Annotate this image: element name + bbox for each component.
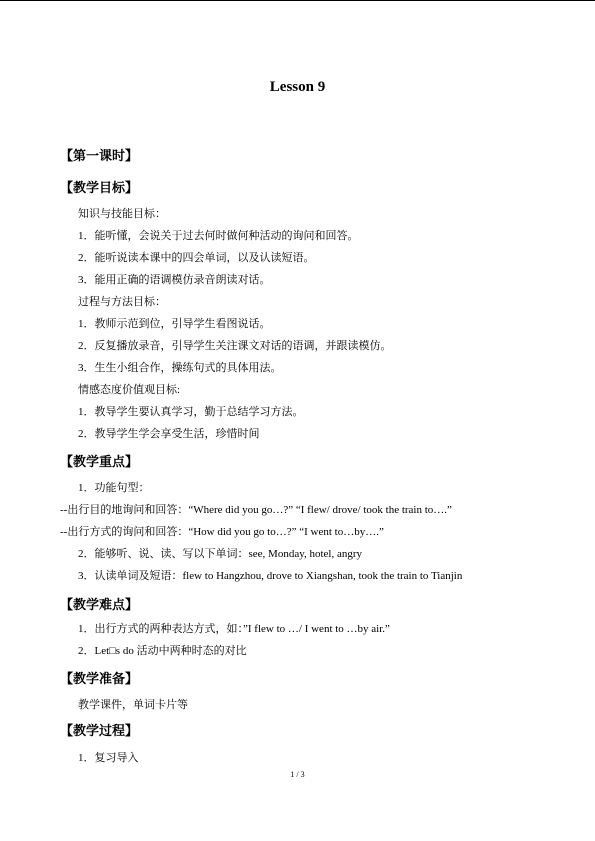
process-goal-item: 2．反复播放录音，引导学生关注课文对话的语调，并跟读模仿。 [78,340,392,352]
difficulty-item: 2．Let□s do 活动中两种时态的对比 [78,645,247,657]
page-number: 1 / 3 [290,770,305,779]
heading-preparation: 【教学准备】 [60,671,139,686]
key-point-item: --出行目的地询问和回答：“Where did you go…?” “I flew/ drove/ took the train to….” [60,504,452,516]
heading-process: 【教学过程】 [60,723,139,738]
emotion-goal-item: 2．教导学生学会享受生活，珍惜时间 [78,428,260,440]
emotion-goal-title: 情感态度价值观目标: [78,384,181,396]
heading-objectives: 【教学目标】 [60,180,139,195]
heading-period: 【第一课时】 [60,148,139,163]
process-goal-item: 1．教师示范到位，引导学生看图说话。 [78,318,271,330]
heading-key-points: 【教学重点】 [60,454,139,469]
key-point-item: 3．认读单词及短语：flew to Hangzhou, drove to Xiangshan, took the train to Tianjin [78,570,463,582]
process-item: 1．复习导入 [78,752,139,764]
page-top-border [0,0,595,1]
knowledge-item: 2．能听说读本课中的四会单词，以及认读短语。 [78,252,315,264]
document-title: Lesson 9 [269,79,326,95]
preparation-text: 教学课件，单词卡片等 [78,699,188,711]
knowledge-item: 3．能用正确的语调模仿录音朗读对话。 [78,274,271,286]
key-point-item: 2．能够听、说、读、写以下单词：see, Monday, hotel, angry [78,548,363,560]
knowledge-item: 1．能听懂，会说关于过去何时做何种活动的询问和回答。 [78,230,359,242]
emotion-goal-item: 1．教导学生要认真学习，勤于总结学习方法。 [78,406,304,418]
process-goal-title: 过程与方法目标： [78,296,166,308]
difficulty-item: 1．出行方式的两种表达方式，如：”I flew to …/ I went to …by air.” [78,623,390,635]
heading-difficulties: 【教学难点】 [60,597,139,612]
key-point-item: 1．功能句型： [78,482,150,494]
knowledge-title: 知识与技能目标： [78,208,166,220]
process-goal-item: 3．生生小组合作，操练句式的具体用法。 [78,362,282,374]
key-point-item: --出行方式的询问和回答：“How did you go to…?” “I went to…by….” [60,526,384,538]
